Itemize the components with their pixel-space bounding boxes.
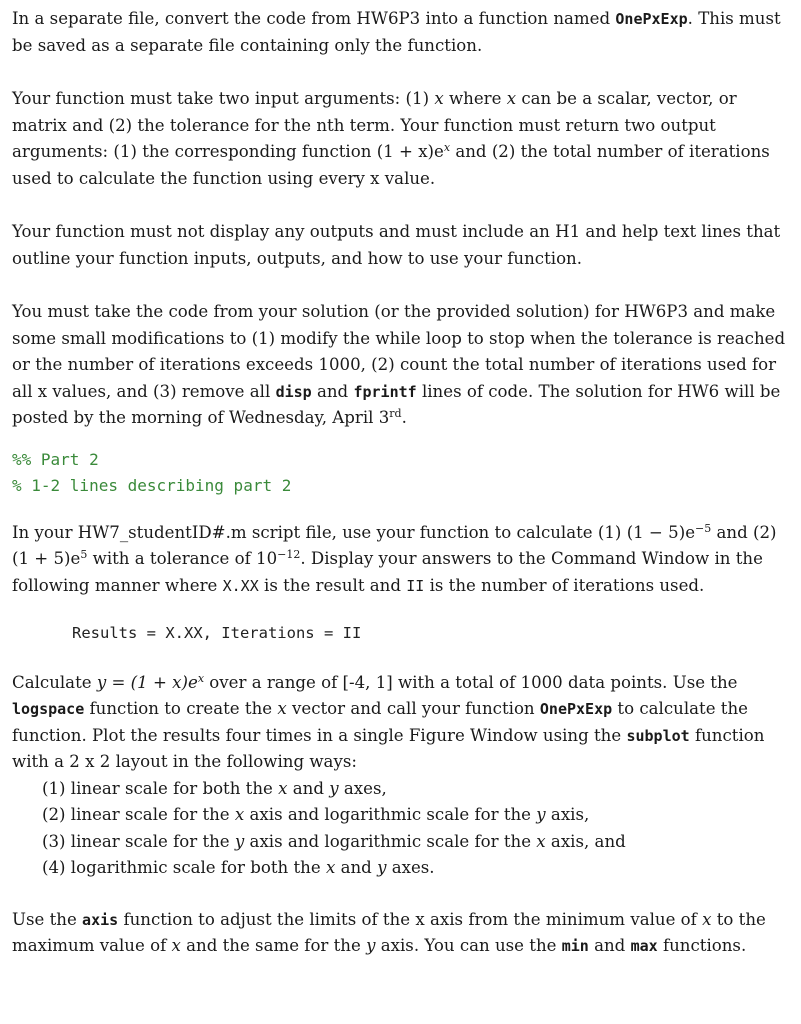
math-expression: (1 − 5)e (626, 522, 696, 542)
text: axis and logarithmic scale for the (244, 805, 537, 824)
math-var: x (278, 778, 288, 798)
text: functions. (657, 936, 747, 955)
text: function to adjust the limits of the x axis from the minimum value of (118, 909, 703, 929)
text: (3) linear scale for the (42, 831, 235, 851)
paragraph-function-intro (12, 6, 788, 59)
text: axis, and (545, 831, 626, 851)
text: vector and call your function (286, 699, 540, 718)
math-formula: (1 + x)e (376, 142, 444, 161)
math-var-x: x (171, 936, 181, 955)
text: axis and logarithmic scale for the (244, 831, 537, 851)
text: lines of code. The solution for HW6 will be posted by the morning of Wednesday, April 3 (12, 381, 781, 427)
math-var-x: x (506, 89, 517, 108)
code-comment-line: %% Part 2 (12, 449, 99, 469)
text: In your HW7_studentID#.m script file, use your function to calculate (1) (12, 522, 627, 542)
text: and the same for the (180, 936, 367, 955)
paragraph-plotting (12, 670, 788, 776)
paragraph-arguments (12, 86, 788, 192)
math-exponent: −12 (277, 548, 301, 561)
document-page (12, 6, 788, 960)
text: axes, (338, 778, 387, 798)
placeholder-result: X.XX (222, 576, 259, 595)
list-item (42, 776, 788, 803)
fprintf-code: fprintf (353, 382, 417, 401)
text: axis, (545, 805, 590, 824)
math-formula: y = (1 + x)e (96, 672, 198, 692)
results-format-code: Results = X.XX, Iterations = II (72, 624, 362, 642)
text: . Display your answers to the Command Window in the following manner where (12, 549, 763, 595)
logspace-code: logspace (12, 700, 85, 718)
math-tolerance: 10 (256, 549, 278, 568)
text: is the result and (258, 575, 407, 595)
function-name-code: OnePxExp (615, 10, 688, 28)
min-code: min (561, 937, 589, 955)
text: over a range of [-4, 1] with a total of 1000 data points. Use the (204, 672, 738, 692)
text: In a separate file, convert the code from HW6P3 into a function named (12, 9, 616, 28)
list-item (42, 829, 788, 856)
text: is the number of iterations used. (424, 575, 705, 595)
math-var-x: x (434, 89, 444, 108)
text: where (443, 89, 507, 108)
text: (2) linear scale for the (42, 805, 235, 824)
list-item (42, 802, 788, 829)
math-var: y (377, 858, 387, 877)
ordinal-suffix: rd (389, 407, 402, 420)
math-exponent: −5 (695, 521, 712, 535)
math-exponent: x (443, 141, 451, 154)
list-item (42, 855, 788, 882)
paragraph-script-calc (12, 520, 788, 600)
math-var: x (234, 805, 245, 824)
paragraph-axis-limits (12, 907, 788, 960)
text: and (335, 858, 378, 877)
code-comment-line: % 1-2 lines describing part 2 (12, 475, 292, 495)
max-code: max (630, 937, 658, 955)
text: to calculate the function. Plot the results four times in a single Figure Window using the (12, 699, 748, 745)
paragraph-modifications (12, 299, 788, 432)
text: and (311, 381, 354, 401)
text: function with a 2 x 2 layout in the following ways: (12, 725, 765, 771)
math-var: y (329, 778, 339, 798)
plot-steps-list (12, 776, 788, 882)
paragraph-display-rules: Your function must not display any outputs and must include an H1 and help text lines that outline your function inputs, outputs, and how to use your function. (12, 222, 781, 268)
text: You must take the code from your solution (or the provided solution) for HW6P3 and make some small modifications to (1) modify the while loop to stop when the tolerance is reached or the number of iterations exceeds 1000, (2) count the total number of iterations used for all x values, and (3) remove all (12, 302, 786, 401)
text: function to create the (84, 699, 278, 718)
function-name-code: OnePxExp (539, 700, 613, 718)
math-var-y: y (366, 936, 376, 955)
math-var: x (325, 858, 336, 877)
code-comment-block (12, 447, 788, 499)
text: . (401, 408, 407, 427)
math-var-x: x (702, 909, 712, 929)
text: can be a scalar, vector, or matrix and (2) the tolerance for the nth term. Your function must return two output arguments: (1) the corresponding function (12, 89, 737, 161)
math-var: x (536, 831, 546, 851)
text: Use the (12, 909, 83, 929)
math-exponent: 5 (80, 548, 88, 561)
text: with a tolerance of (87, 549, 257, 568)
subplot-code: subplot (626, 726, 690, 745)
math-var-x: x (277, 699, 287, 718)
text: and (588, 936, 631, 955)
text: (1) linear scale for both the (42, 778, 279, 798)
text: and (287, 778, 330, 798)
text: Your function must take two input arguments: (1) (12, 89, 435, 108)
math-var: y (234, 831, 245, 851)
math-exponent: x (197, 671, 205, 685)
results-format-line (12, 620, 788, 647)
placeholder-iterations: II (406, 576, 425, 595)
text: (4) logarithmic scale for both the (42, 858, 326, 877)
math-expression: (1 + 5)e (12, 549, 81, 568)
text: Calculate (12, 672, 97, 692)
text: and (2) the total number of iterations used to calculate the function using every x value. (12, 142, 770, 188)
math-var: y (536, 805, 546, 824)
text: and (2) (711, 522, 777, 542)
text: . This must be saved as a separate file containing only the function. (12, 9, 781, 55)
axis-code: axis (82, 910, 119, 929)
disp-code: disp (275, 382, 312, 401)
text: axes. (386, 858, 435, 877)
text: to the maximum value of (12, 909, 766, 955)
text: axis. You can use the (375, 936, 562, 955)
